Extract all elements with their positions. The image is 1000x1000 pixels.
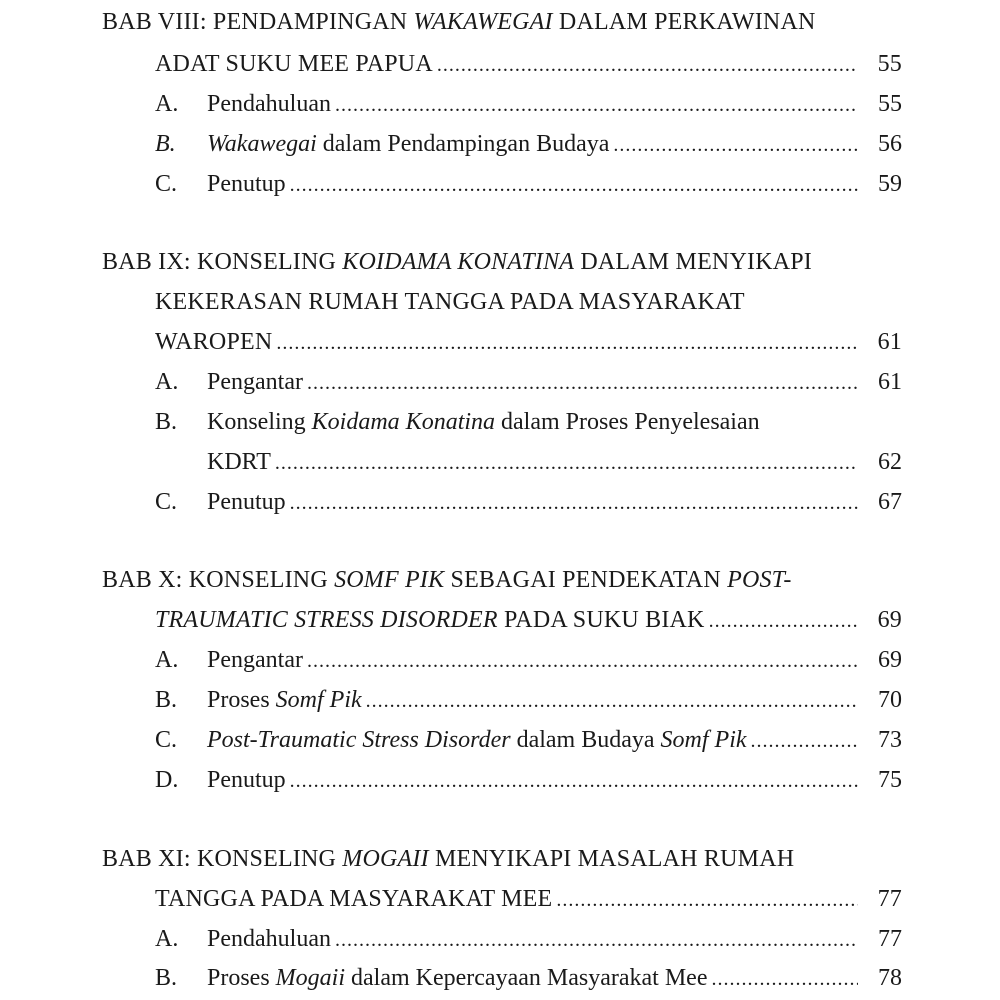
heading-text: WAROPEN <box>155 329 273 355</box>
item-title: Penutup <box>207 767 286 793</box>
item-title: Penutup <box>207 489 286 515</box>
dot-leader <box>307 644 858 678</box>
page-number: 55 <box>878 91 902 117</box>
item-title: Pendahuluan <box>207 926 331 952</box>
dot-leader <box>290 486 858 520</box>
heading-italic: SOMF PIK <box>334 567 445 593</box>
toc-entry[interactable] <box>155 961 902 995</box>
heading-text: ADAT SUKU MEE PAPUA <box>155 51 433 77</box>
item-title: dalam Kepercayaan Masyarakat Mee <box>345 965 708 991</box>
dot-leader <box>366 684 858 718</box>
page-number: 67 <box>878 489 902 515</box>
heading-text: PADA SUKU BIAK <box>497 607 705 633</box>
toc-entry[interactable] <box>155 643 902 677</box>
toc-entry[interactable] <box>155 763 902 797</box>
heading-italic: POST- <box>727 567 792 593</box>
page-number: 61 <box>877 329 902 355</box>
item-title-italic: Post-Traumatic Stress Disorder <box>207 727 511 753</box>
item-title-italic: Mogaii <box>275 965 345 991</box>
item-letter: C. <box>155 489 178 515</box>
item-title: Konseling <box>207 409 312 435</box>
toc-entry[interactable] <box>155 485 902 519</box>
toc-entry[interactable] <box>155 683 902 717</box>
item-letter: A. <box>155 926 179 952</box>
chapter-heading-bab10 <box>102 563 902 597</box>
toc-entry-bab11[interactable] <box>155 882 902 916</box>
heading-text: DALAM PERKAWINAN <box>552 9 816 35</box>
item-letter: B. <box>155 409 178 435</box>
page-number: 62 <box>878 449 902 475</box>
page-number: 61 <box>878 369 902 395</box>
item-title-italic: Somf Pik <box>275 687 362 713</box>
toc-entry-title[interactable] <box>155 405 902 439</box>
dot-leader <box>290 168 858 202</box>
item-title-italic: Somf Pik <box>660 727 747 753</box>
page-number: 78 <box>878 965 902 991</box>
item-title: Pengantar <box>207 647 303 673</box>
dot-leader <box>556 883 858 917</box>
toc-entry[interactable] <box>207 445 902 479</box>
heading-italic: WAKAWEGAI <box>413 9 553 35</box>
heading-text: BAB XI: KONSELING <box>102 846 343 872</box>
item-letter: A. <box>155 91 179 117</box>
page-number: 75 <box>878 767 902 793</box>
heading-text: TANGGA PADA MASYARAKAT MEE <box>155 886 553 912</box>
dot-leader <box>335 923 858 957</box>
item-letter: B. <box>155 965 178 991</box>
toc-entry[interactable] <box>155 167 902 201</box>
item-title: dalam Proses Penyelesaian <box>495 409 760 435</box>
toc-entry-bab10[interactable] <box>155 603 902 637</box>
toc-entry-bab9[interactable] <box>155 325 902 359</box>
dot-leader <box>335 88 858 122</box>
toc-entry-bab8[interactable] <box>155 47 902 81</box>
item-title: Pengantar <box>207 369 303 395</box>
toc-entry[interactable] <box>155 922 902 956</box>
item-title-italic: Wakawegai <box>207 131 317 157</box>
dot-leader <box>437 48 858 82</box>
page-number: 55 <box>877 51 902 77</box>
item-title-italic: Koidama Konatina <box>311 409 496 435</box>
heading-text: BAB IX: KONSELING <box>102 249 343 275</box>
toc-entry[interactable] <box>155 127 902 161</box>
page-number: 77 <box>878 926 902 952</box>
heading-text: MENYIKAPI MASALAH RUMAH <box>428 846 795 872</box>
heading-text: DALAM MENYIKAPI <box>574 249 812 275</box>
heading-italic: KOIDAMA KONATINA <box>342 249 575 275</box>
dot-leader <box>276 326 858 360</box>
item-letter: D. <box>155 767 179 793</box>
item-letter: A. <box>155 647 179 673</box>
item-letter: B. <box>155 687 178 713</box>
dot-leader <box>711 962 858 996</box>
page-number: 59 <box>878 171 902 197</box>
toc-entry[interactable] <box>155 365 902 399</box>
item-letter: B. <box>155 131 176 157</box>
item-title: Pendahuluan <box>207 91 331 117</box>
item-title: dalam Pendampingan Budaya <box>316 131 610 157</box>
heading-text: KEKERASAN RUMAH TANGGA PADA MASYARAKAT <box>155 289 745 315</box>
toc-entry[interactable] <box>155 723 902 757</box>
dot-leader <box>275 446 858 480</box>
item-title: Penutup <box>207 171 286 197</box>
dot-leader <box>709 604 858 638</box>
page-number: 77 <box>877 886 902 912</box>
page-number: 69 <box>878 647 902 673</box>
chapter-heading-cont <box>155 285 902 319</box>
item-title: Proses <box>207 965 276 991</box>
heading-italic: MOGAII <box>342 846 429 872</box>
heading-text: BAB VIII: PENDAMPINGAN <box>102 9 414 35</box>
heading-italic: TRAUMATIC STRESS DISORDER <box>155 607 498 633</box>
dot-leader <box>613 128 858 162</box>
chapter-heading-bab11 <box>102 842 902 876</box>
item-title: Proses <box>207 687 276 713</box>
page-number: 73 <box>878 727 902 753</box>
page-number: 69 <box>877 607 902 633</box>
chapter-heading-bab9 <box>102 245 902 279</box>
chapter-heading-bab8 <box>102 5 902 39</box>
heading-text: SEBAGAI PENDEKATAN <box>444 567 728 593</box>
page-number: 70 <box>878 687 902 713</box>
toc-entry[interactable] <box>155 87 902 121</box>
item-title: dalam Budaya <box>510 727 661 753</box>
dot-leader <box>307 366 858 400</box>
page-number: 56 <box>878 131 902 157</box>
dot-leader <box>751 724 858 758</box>
item-letter: C. <box>155 171 178 197</box>
item-title: KDRT <box>207 449 271 475</box>
dot-leader <box>290 764 858 798</box>
heading-text: BAB X: KONSELING <box>102 567 335 593</box>
item-letter: A. <box>155 369 179 395</box>
item-letter: C. <box>155 727 178 753</box>
